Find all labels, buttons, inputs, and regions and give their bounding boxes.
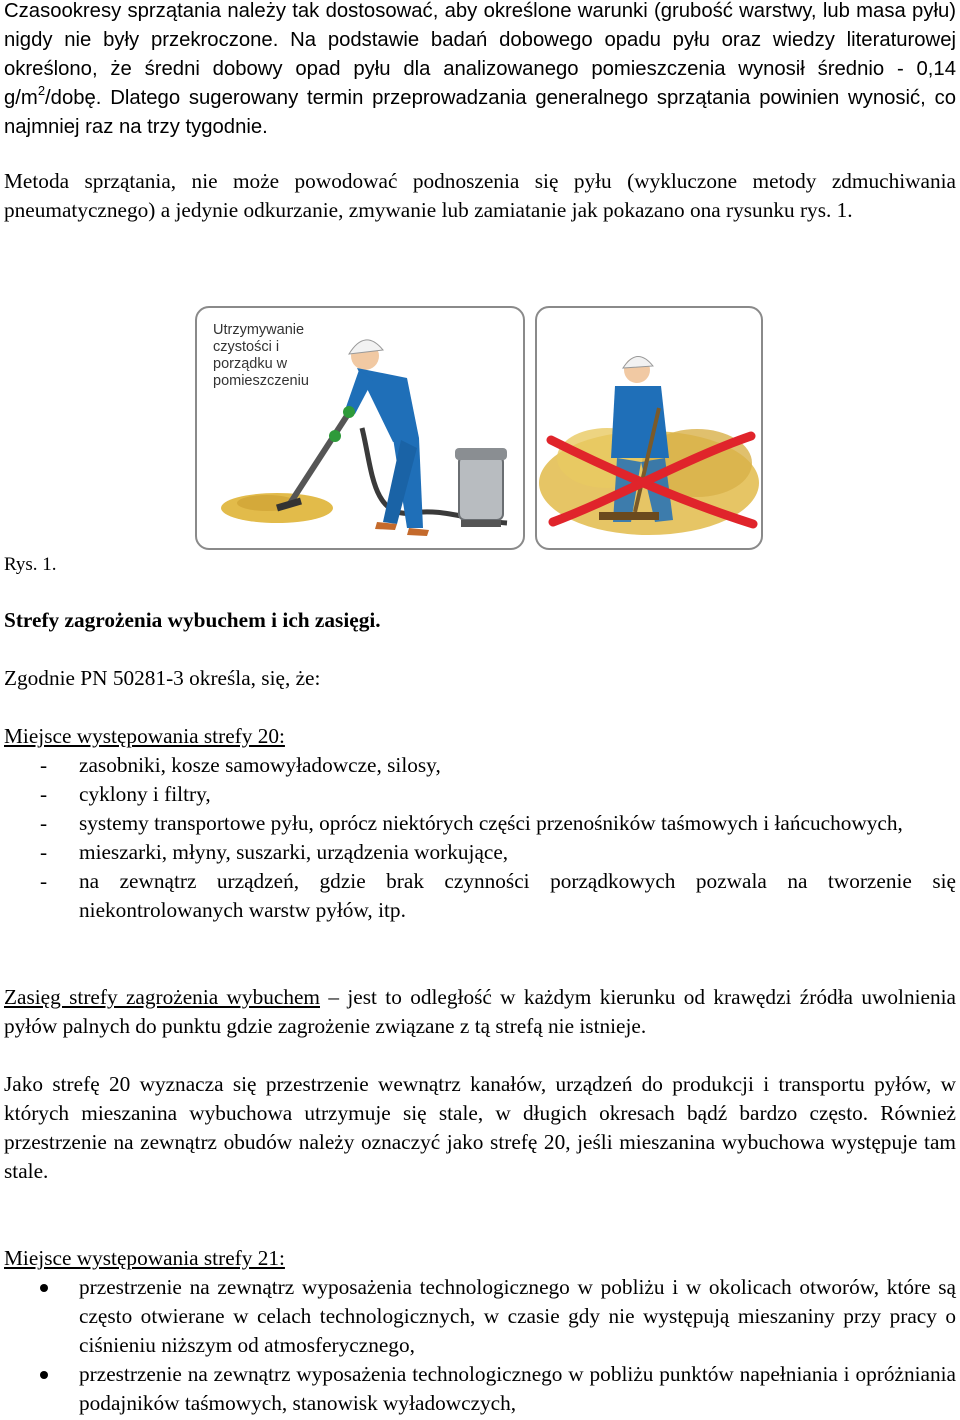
- unit-base: g/m: [4, 87, 38, 109]
- dash-marker: -: [40, 811, 48, 835]
- zone-21-heading: Miejsce występowania strefy 21:: [4, 1246, 285, 1270]
- range-term: Zasięg strefy zagrożenia wybuchem: [4, 985, 320, 1009]
- intro-standard: Zgodnie PN 50281-3 określa, się, że:: [4, 666, 321, 690]
- zone-20-block: [4, 722, 956, 925]
- zone-20-list: [4, 751, 956, 925]
- dash-marker: -: [40, 753, 48, 777]
- dash-marker: -: [40, 782, 48, 806]
- worker-body: [611, 386, 669, 458]
- list-item: przestrzenie na zewnątrz wyposażenia technologicznego w pobliżu i w okolicach otworów, które są często otwierane w celach technologicznych, w czasie gdy nie występują mieszaniny przy pracy o ciśnieniu niższym od atmosferycznego,: [4, 1273, 956, 1360]
- bullet-marker: [40, 1371, 48, 1379]
- list-item: - na zewnątrz urządzeń, gdzie brak czynności porządkowych pozwala na tworzenie się niekontrolowanych warstw pyłów, itp.: [40, 869, 956, 922]
- paragraph-text: Czasookresy sprzątania należy tak dostosować, aby określone warunki (grubość warstwy, lub masa pyłu) nigdy nie były przekroczone. Na podstawie badań dobowego opadu pyłu oraz wiedzy literaturowej określono, że średni dobowy opad pyłu dla analizowanego pomieszczenia wynosił średnio - 0,14: [4, 0, 956, 80]
- list-item: - zasobniki, kosze samowyładowcze, silosy,: [4, 751, 956, 780]
- unit-exponent: 2: [37, 83, 46, 99]
- paragraph-cleaning-intervals: [4, 0, 956, 142]
- paragraph-zone-range: [4, 983, 956, 1041]
- sweeping-illustration: [537, 308, 763, 550]
- vacuuming-illustration: [197, 308, 525, 550]
- vacuum-wand: [289, 408, 352, 505]
- figure-label: Rys. 1.: [4, 554, 57, 575]
- broom-head: [599, 512, 659, 520]
- section-heading: Strefy zagrożenia wybuchem i ich zasięgi.: [4, 608, 381, 632]
- range-definition: – jest to odległość w każdym kierunku od krawędzi źródła uwolnienia pyłów palnych do punktu gdzie zagrożenie związane z tą strefą nie istnieje.: [4, 985, 956, 1038]
- paragraph-text-tail: /dobę. Dlatego sugerowany termin przeprowadzania generalnego sprzątania powinien wynosić, co najmniej raz na trzy tygodnie.: [4, 87, 956, 138]
- list-item: przestrzenie na zewnątrz wyposażenia technologicznego w pobliżu punktów napełniania i opróżniania podajników taśmowych, stanowisk wyładowczych,: [4, 1360, 956, 1418]
- paragraph-zone-20-description: Jako strefę 20 wyznacza się przestrzenie wewnątrz kanałów, urządzeń do produkcji i transportu pyłów, w których mieszanina wybuchowa utrzymuje się stale, w długich okresach bądź bardzo często. Również przestrzenie na zewnątrz obudów należy oznaczyć jako strefę 20, jeśli mieszanina wybuchowa występuje tam stale.: [4, 1072, 956, 1183]
- zone-21-block: [4, 1244, 956, 1418]
- panel-vacuuming: [195, 306, 525, 550]
- panel-caption: Utrzymywanie czystości i porządku w pomieszczeniu: [213, 322, 309, 389]
- list-item: - mieszarki, młyny, suszarki, urządzenia workujące,: [4, 838, 956, 867]
- zone-21-list: [4, 1273, 956, 1418]
- vacuum-tank: [459, 456, 503, 520]
- list-item: - systemy transportowe pyłu, oprócz niektórych części przenośników taśmowych i łańcuchowych,: [4, 809, 956, 838]
- hard-hat: [623, 356, 653, 368]
- dash-marker: -: [40, 840, 48, 864]
- zone-20-heading: Miejsce występowania strefy 20:: [4, 724, 285, 748]
- paragraph-cleaning-method: Metoda sprzątania, nie może powodować podnoszenia się pyłu (wykluczone metody zdmuchiwania pneumatycznego) a jedynie odkurzanie, zmywanie lub zamiatanie jak pokazano ona rysunku rys. 1.: [4, 169, 956, 222]
- panel-sweeping-prohibited: [535, 306, 763, 550]
- glove-icon: [343, 406, 355, 418]
- list-item: - cyklony i filtry,: [4, 780, 956, 809]
- figure-rys-1: [195, 306, 765, 552]
- dash-marker: -: [40, 869, 48, 893]
- bullet-marker: [40, 1284, 48, 1292]
